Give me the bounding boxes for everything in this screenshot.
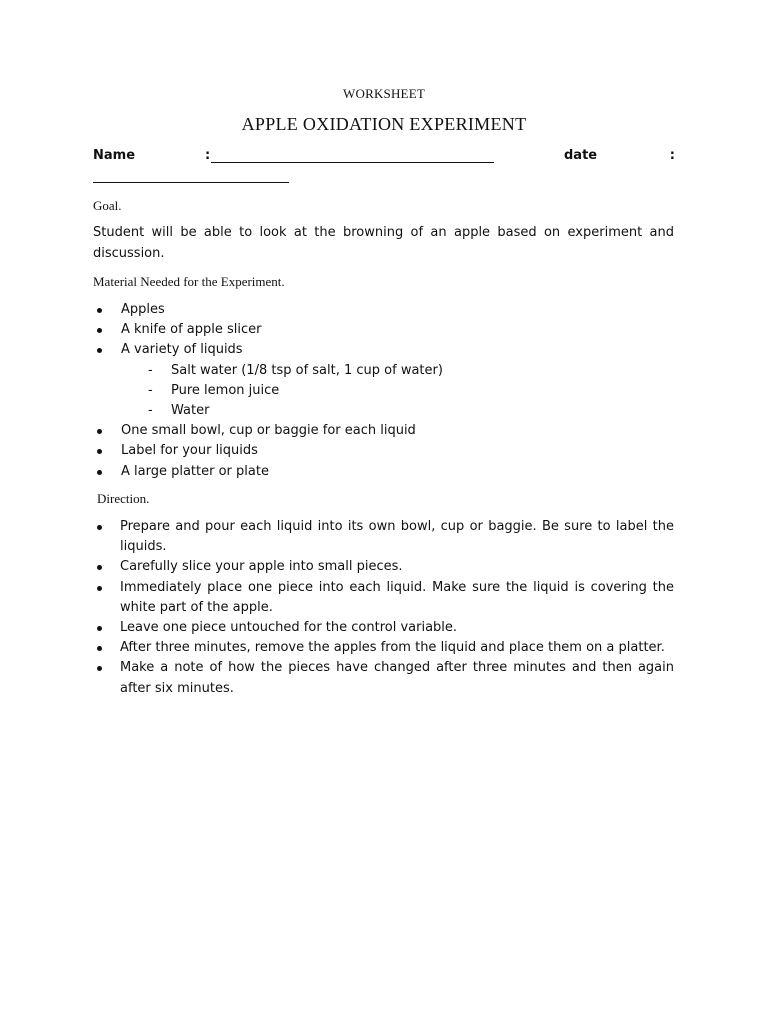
page-title: APPLE OXIDATION EXPERIMENT [241,114,527,134]
list-item: A knife of apple slicer [93,320,674,340]
materials-heading: Material Needed for the Experiment. [93,274,285,289]
directions-list [93,517,674,699]
bullet-icon [97,646,102,651]
list-item: Carefully slice your apple into small pieces. [93,557,674,577]
list-item: Label for your liquids [93,441,674,461]
date-blank-line[interactable] [93,182,289,183]
date-label: date [564,148,598,163]
name-label: Name [93,148,136,163]
name-blank-line[interactable] [211,162,494,163]
list-item: Apples [93,300,674,320]
bullet-icon [97,470,102,475]
bullet-icon [97,525,102,530]
bullet-icon [97,626,102,631]
bullet-icon [97,429,102,434]
bullet-icon [97,328,102,333]
dash-marker: - [148,362,153,378]
bullet-icon [97,586,102,591]
sub-list-item: - Pure lemon juice [121,381,674,401]
dash-marker: - [148,403,153,419]
bullet-icon [97,348,102,353]
list-item: One small bowl, cup or baggie for each liquid [93,421,674,441]
sub-list-item: - Water [121,401,674,421]
bullet-icon [97,308,102,313]
list-item: Make a note of how the pieces have changed after three minutes and then again after six minutes. [93,658,674,698]
bullet-icon [97,565,102,570]
list-item: Immediately place one piece into each liquid. Make sure the liquid is covering the white part of the apple. [93,578,674,618]
materials-list [93,300,674,482]
dash-marker: - [148,382,153,398]
bullet-icon [97,666,102,671]
student-info-line [93,148,675,168]
list-item: A large platter or plate [93,462,674,482]
list-item: Leave one piece untouched for the control variable. [93,618,674,638]
goal-text: Student will be able to look at the browning of an apple based on experiment and discussion. [93,225,674,261]
bullet-icon [97,449,102,454]
list-item: A variety of liquids - Salt water (1/8 tsp of salt, 1 cup of water) - Pure lemon juice - Water [93,340,674,421]
list-item: After three minutes, remove the apples from the liquid and place them on a platter. [93,638,674,658]
liquids-sublist [121,361,674,422]
sub-list-item: - Salt water (1/8 tsp of salt, 1 cup of water) [121,361,674,381]
date-colon: : [669,148,675,163]
worksheet-label: WORKSHEET [343,86,425,101]
goal-heading: Goal. [93,198,122,213]
list-item: Prepare and pour each liquid into its own bowl, cup or baggie. Be sure to label the liquids. [93,517,674,557]
name-colon: : [205,148,211,163]
directions-heading: Direction. [97,491,150,506]
